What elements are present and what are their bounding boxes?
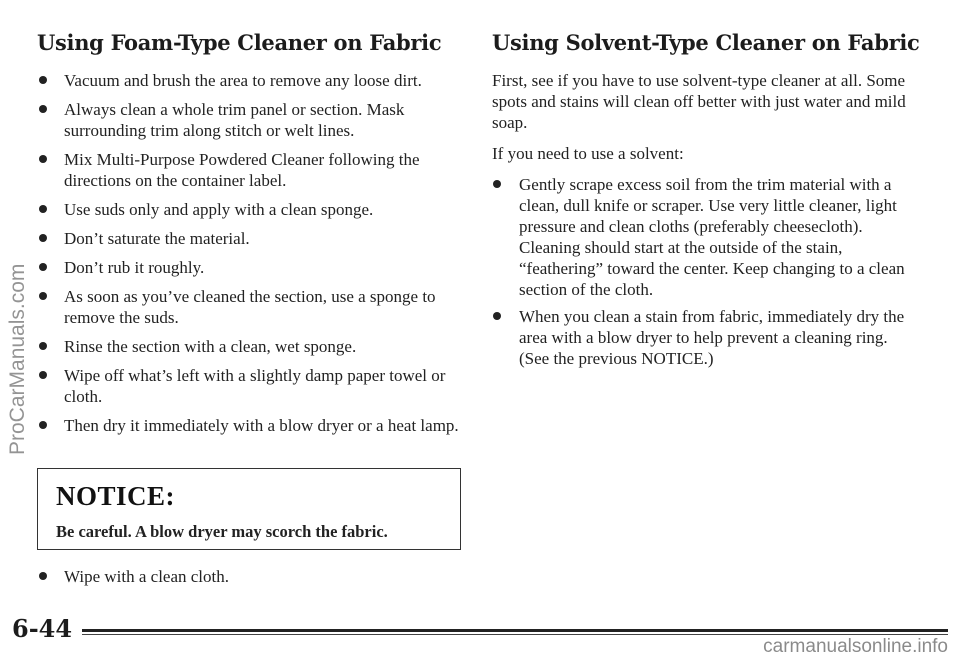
list-item: Don’t saturate the material. (37, 228, 462, 249)
right-column (492, 30, 922, 375)
notice-text: Be careful. A blow dryer may scorch the fabric. (56, 522, 388, 541)
page-number: 6-44 (12, 614, 73, 643)
bullet-icon (39, 105, 47, 113)
side-watermark: ProCarManuals.com (6, 263, 29, 455)
list-item: Then dry it immediately with a blow dryer or a heat lamp. (37, 415, 462, 436)
list-item: Mix Multi-Purpose Powdered Cleaner following the directions on the container label. (37, 149, 462, 191)
notice-box (37, 468, 461, 550)
list-item: Rinse the section with a clean, wet sponge. (37, 336, 462, 357)
list-item: Wipe with a clean cloth. (37, 566, 462, 587)
list-item: Always clean a whole trim panel or section. Mask surrounding trim along stitch or welt lines. (37, 99, 462, 141)
lead-paragraph: If you need to use a solvent: (492, 144, 684, 163)
foam-cleaner-steps (37, 70, 462, 436)
bullet-icon (39, 263, 47, 271)
bottom-watermark: carmanualsonline.info (763, 636, 948, 657)
left-heading: Using Foam-Type Cleaner on Fabric (37, 30, 442, 55)
bullet-icon (39, 421, 47, 429)
right-heading: Using Solvent-Type Cleaner on Fabric (492, 30, 920, 55)
list-item: Wipe off what’s left with a slightly damp paper towel or cloth. (37, 365, 462, 407)
bullet-icon (39, 205, 47, 213)
list-item: When you clean a stain from fabric, immediately dry the area with a blow dryer to help prevent a cleaning ring. (See the previous NOTICE.) (492, 306, 922, 369)
bullet-icon (39, 292, 47, 300)
notice-title: NOTICE: (56, 481, 176, 511)
left-column (37, 30, 462, 444)
list-item: Don’t rub it roughly. (37, 257, 462, 278)
list-item: Gently scrape excess soil from the trim material with a clean, dull knife or scraper. Use very little cleaner, light pressure and clean cloths (preferably cheesecloth). Cleaning should start at the outside of the stain, “feathering” toward the center. Keep changing to a clean section of the cloth. (492, 174, 922, 300)
list-item: Vacuum and brush the area to remove any loose dirt. (37, 70, 462, 91)
bullet-icon (493, 312, 501, 320)
bullet-icon (493, 180, 501, 188)
list-item: Use suds only and apply with a clean sponge. (37, 199, 462, 220)
bullet-icon (39, 76, 47, 84)
footer-rule-thin (82, 634, 948, 635)
list-item: As soon as you’ve cleaned the section, use a sponge to remove the suds. (37, 286, 462, 328)
footer-rule-thick (82, 629, 948, 632)
bullet-icon (39, 155, 47, 163)
intro-paragraph: First, see if you have to use solvent-type cleaner at all. Some spots and stains will clean off better with just water and mild soap. (492, 71, 906, 132)
bullet-icon (39, 572, 47, 580)
bullet-icon (39, 342, 47, 350)
solvent-cleaner-steps (492, 174, 922, 369)
post-notice-list (37, 566, 462, 595)
bullet-icon (39, 234, 47, 242)
bullet-icon (39, 371, 47, 379)
